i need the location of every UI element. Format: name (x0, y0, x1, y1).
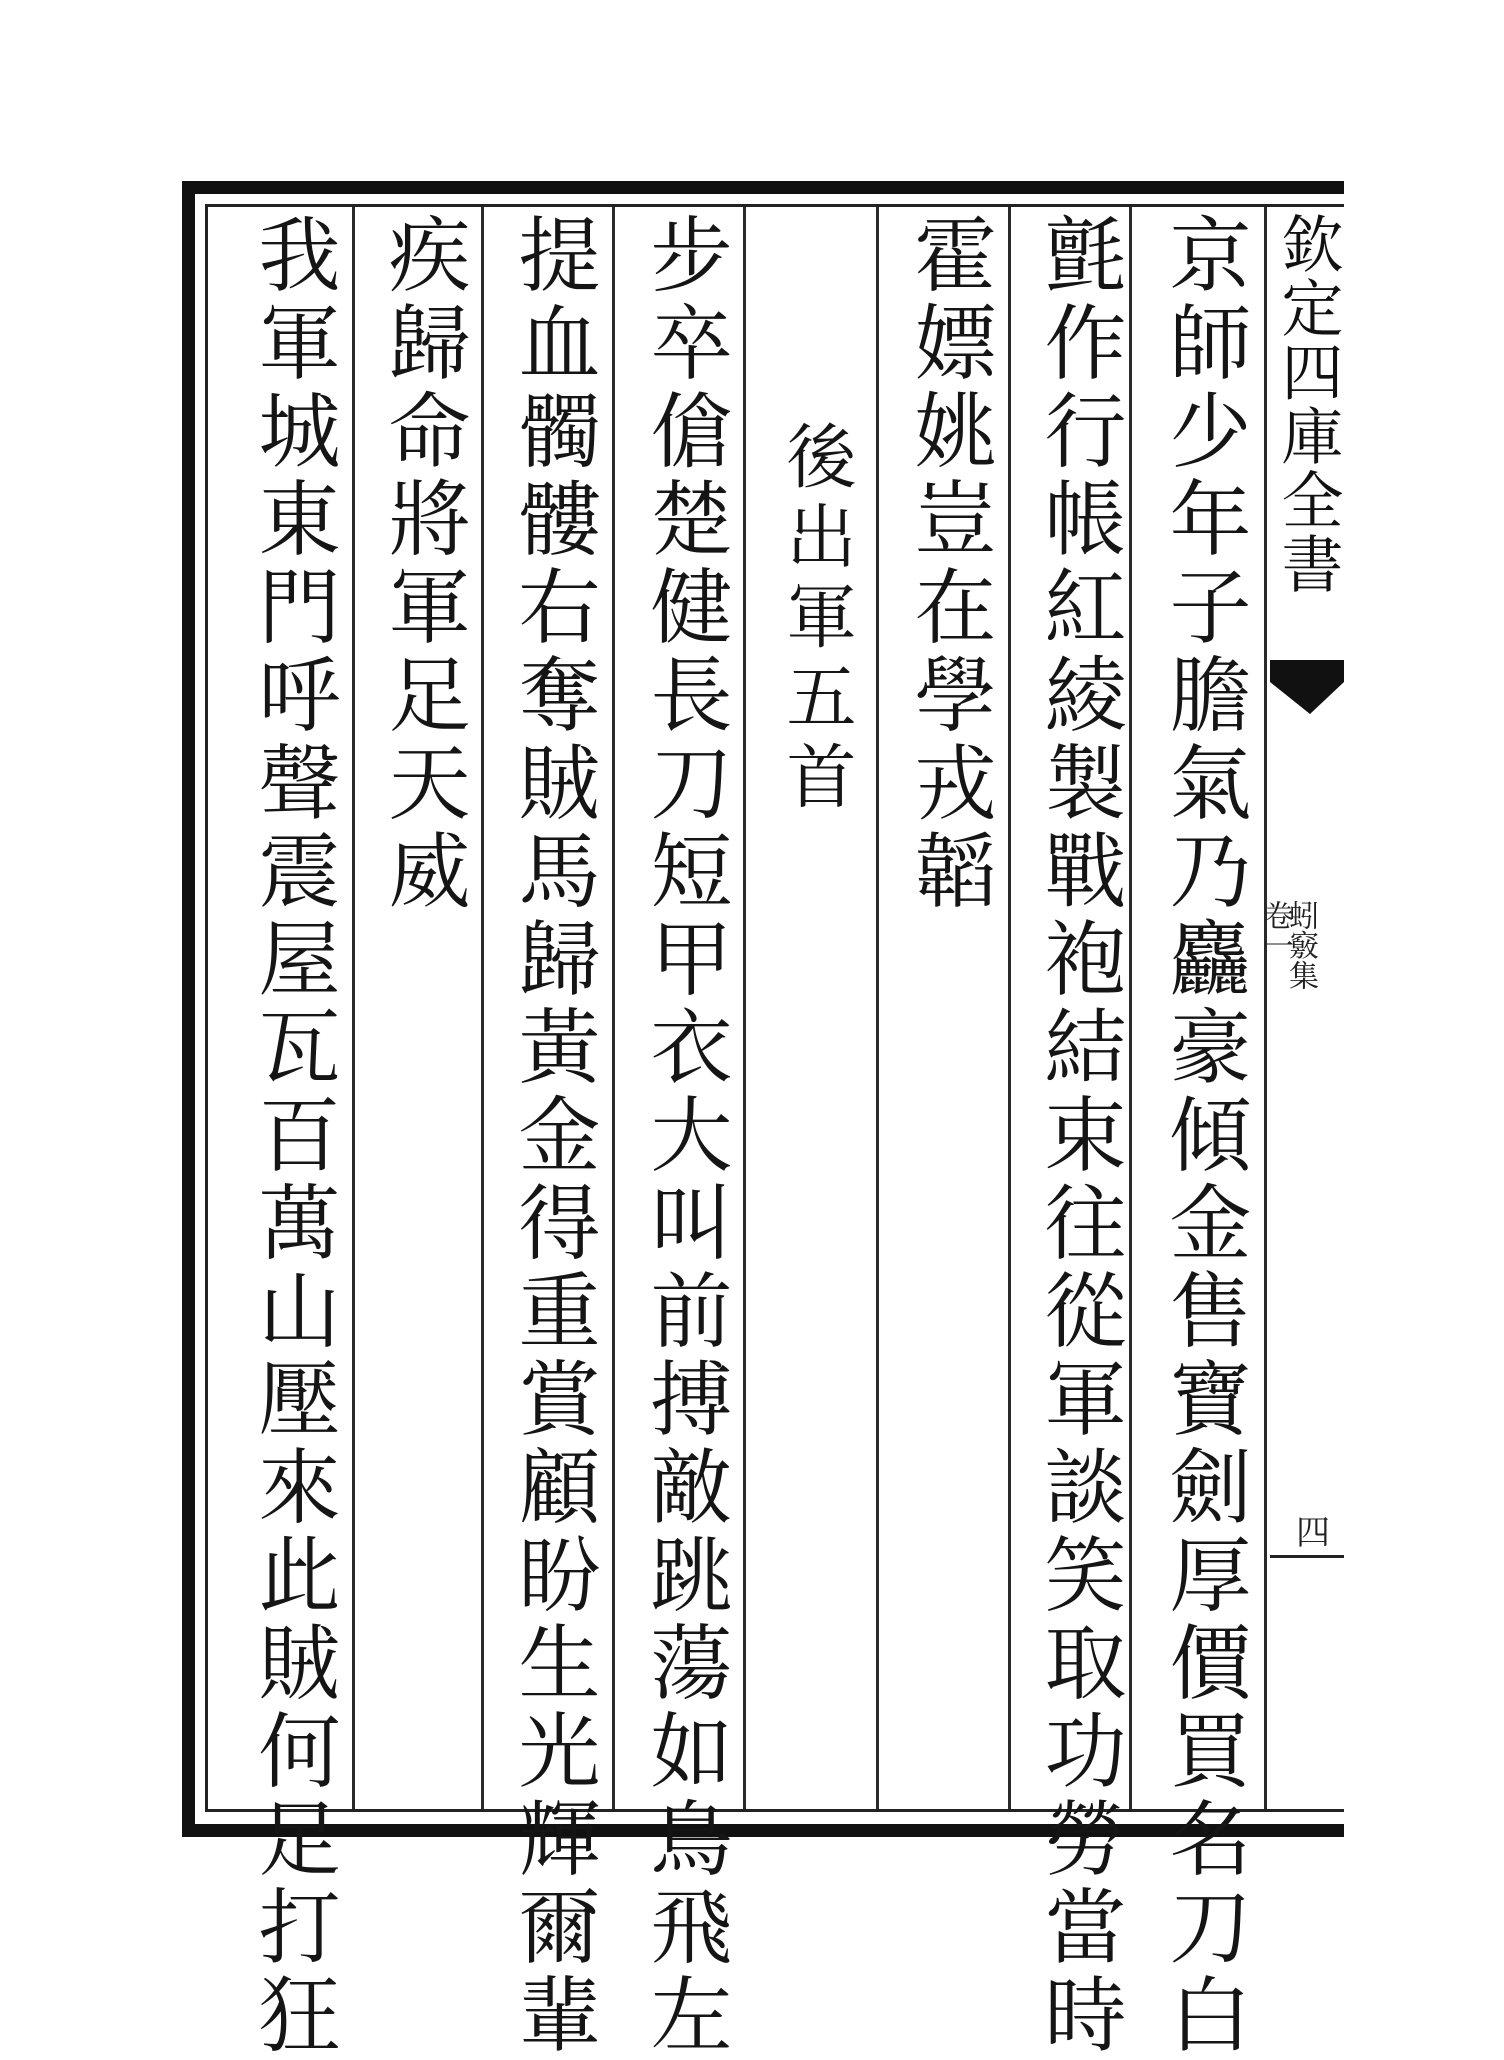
text-column-1: 京師少年子膽氣乃麤豪傾金售寶劍厚價買名刀白 (1156, 212, 1251, 2060)
outer-frame-top (182, 181, 1344, 194)
text-column-6: 提血髑髏右奪賊馬歸黃金得重賞顧盼生光輝爾輩 (505, 212, 600, 2060)
text-column-2: 氈作行帳紅綾製戰袍結束往從軍談笑取功勞當時 (1031, 212, 1126, 2060)
text-column-3: 霍嫖姚豈在學戎韜 (901, 212, 996, 916)
page-number: 四 (1296, 1513, 1330, 1553)
text-column-5: 步卒傖楚健長刀短甲衣大叫前搏敵跳蕩如鳥飛左 (637, 212, 732, 2060)
book-title: 欽定四庫全書 (1271, 212, 1344, 596)
fishtail-mark (1270, 660, 1344, 720)
column-rule (876, 207, 879, 1809)
margin-rule (1270, 1555, 1344, 1558)
outer-frame-left (182, 181, 195, 1837)
column-rule (1264, 207, 1267, 1809)
column-rule (1008, 207, 1011, 1809)
column-rule (612, 207, 615, 1809)
text-column-7: 疾歸命將軍足天威 (375, 212, 470, 916)
text-column-8: 我軍城東門呼聲震屋瓦百萬山壓來此賊何足打狂 (245, 212, 340, 2060)
poem-title: 後出軍五首 (775, 420, 857, 820)
column-rule (352, 207, 355, 1809)
volume-label: 卷一 (1258, 900, 1293, 960)
collection-title: 蚓竅集 (1283, 900, 1318, 990)
